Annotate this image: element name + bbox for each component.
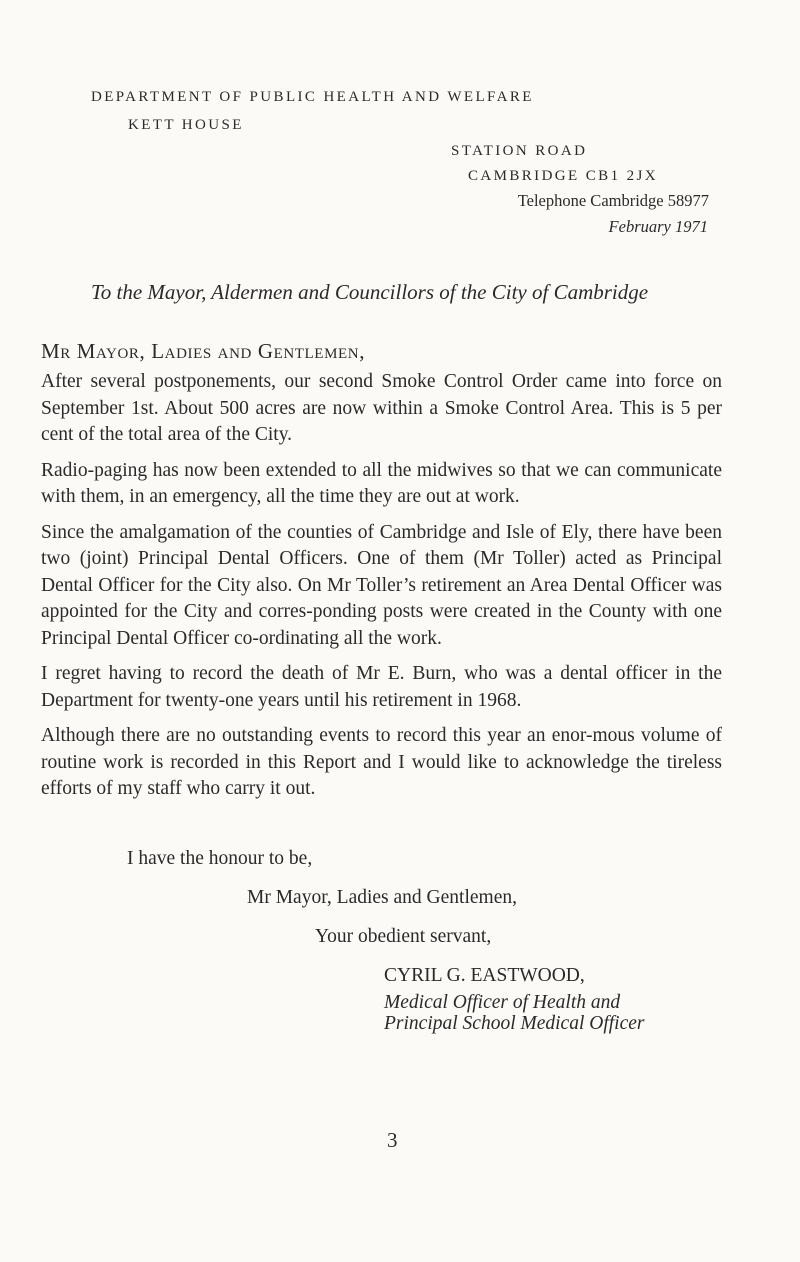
signatory-title-line: Principal School Medical Officer	[384, 1013, 645, 1034]
closing-line: Your obedient servant,	[315, 926, 492, 947]
paragraph: After several postponements, our second Smoke Control Order came into force on September 1st. About 500 acres are now within a Smoke Control Area. This is 5 per cent of the total area of the City.	[41, 371, 722, 445]
letterhead-road: STATION ROAD	[451, 143, 588, 159]
letterhead-city: CAMBRIDGE CB1 2JX	[468, 168, 658, 184]
paragraph: I regret having to record the death of Mr E. Burn, who was a dental officer in the Department for twenty-one years until his retirement in 1968.	[41, 663, 722, 711]
signatory-title-line: Medical Officer of Health and	[384, 992, 621, 1013]
letterhead-telephone: Telephone Cambridge 58977	[517, 191, 709, 210]
signatory-title	[384, 992, 722, 1034]
letterhead-house: KETT HOUSE	[128, 117, 244, 133]
addressee-line: To the Mayor, Aldermen and Councillors of the City of Cambridge	[91, 280, 649, 304]
signatory-name: CYRIL G. EASTWOOD,	[384, 965, 585, 986]
paragraph: Although there are no outstanding events to record this year an enor-mous volume of routine work is recorded in this Report and I would like to acknowledge the tireless efforts of my staff who carry it out.	[41, 725, 722, 799]
paragraph: Radio-paging has now been extended to all the midwives so that we can communicate with them, in an emergency, all the time they are out at work.	[41, 459, 722, 507]
closing-line: Mr Mayor, Ladies and Gentlemen,	[247, 887, 517, 908]
page-number: 3	[387, 1128, 398, 1152]
letter-date: February 1971	[608, 217, 708, 236]
letterhead-department: DEPARTMENT OF PUBLIC HEALTH AND WELFARE	[91, 89, 534, 105]
closing-line: I have the honour to be,	[127, 848, 313, 869]
letter-body	[41, 369, 722, 812]
salutation: Mr Mayor, Ladies and Gentlemen,	[41, 339, 366, 363]
paragraph: Since the amalgamation of the counties of Cambridge and Isle of Ely, there have been two (joint) Principal Dental Officers. One of them (Mr Toller) acted as Principal Dental Officer for the City also. On Mr Toller’s retirement an Area Dental Officer was appointed for the City and corres-ponding posts were created in the County with one Principal Dental Officer co-ordinating all the work.	[41, 521, 722, 649]
